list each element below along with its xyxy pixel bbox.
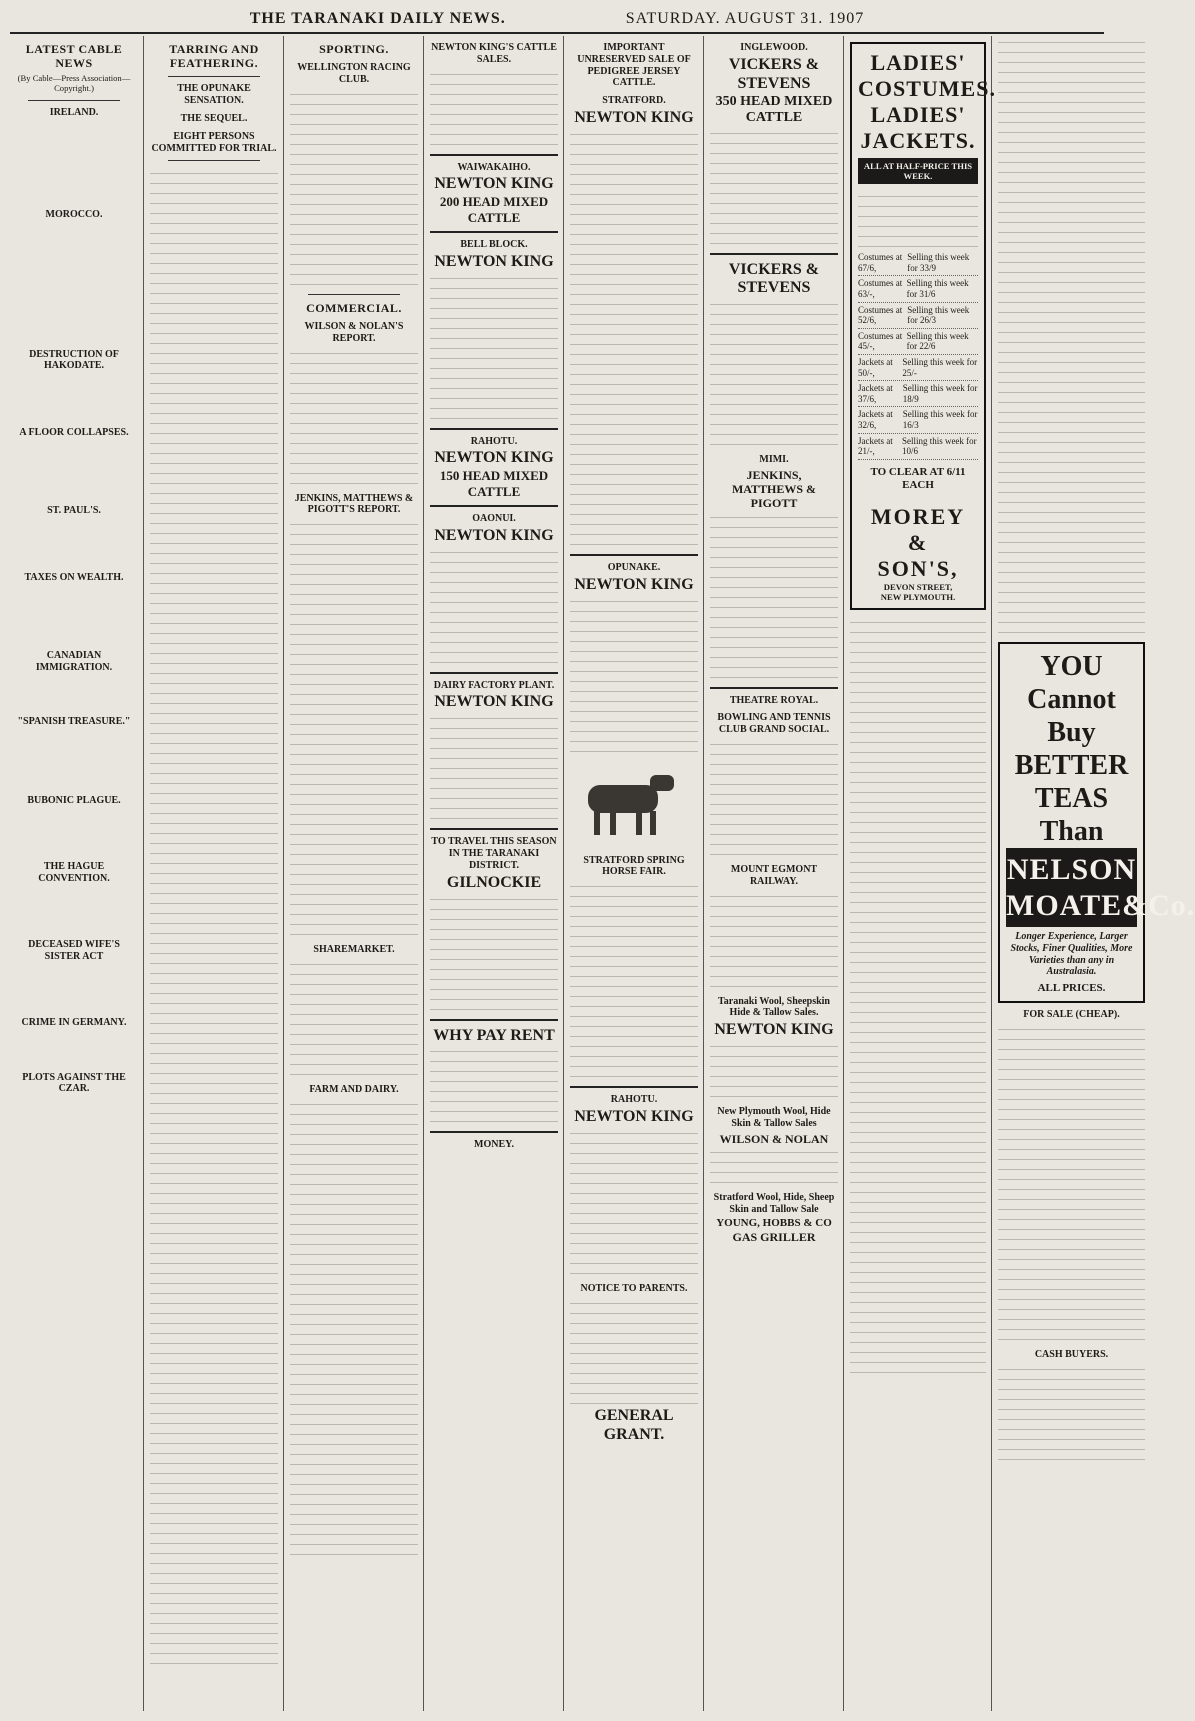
rent-ad-heading: WHY PAY RENT bbox=[433, 1026, 555, 1044]
issue-date: SATURDAY. AUGUST 31. 1907 bbox=[625, 10, 865, 27]
article-title: SPORTING. bbox=[319, 42, 389, 56]
price-row: Costumes at 63/-, Selling this week for 31/6 bbox=[858, 276, 978, 302]
newspaper-title: THE TARANAKI DAILY NEWS. bbox=[249, 10, 506, 27]
nelson-moate-tea-ad bbox=[998, 642, 1195, 1003]
auctioneer-name: NEWTON KING bbox=[434, 526, 554, 544]
headline: CANADIAN IMMIGRATION. bbox=[35, 650, 113, 673]
ad-line: BETTER bbox=[1014, 750, 1129, 782]
headline: IRELAND. bbox=[49, 106, 99, 118]
ad-heading: IMPORTANT UNRESERVED SALE OF PEDIGREE JERSEY CATTLE. bbox=[577, 42, 691, 89]
price-row: Costumes at 45/-, Selling this week for 22/6 bbox=[858, 329, 978, 355]
ad-place: RAHOTU. bbox=[470, 435, 518, 447]
horse-illustration bbox=[570, 761, 690, 841]
ad-heading: THEATRE ROYAL. bbox=[729, 694, 819, 706]
ad-heading: DAIRY FACTORY PLANT. bbox=[433, 679, 555, 691]
column-6 bbox=[710, 36, 844, 1711]
article-subtitle: WILSON & NOLAN'S REPORT. bbox=[304, 320, 404, 344]
headline: PLOTS AGAINST THE CZAR. bbox=[22, 1071, 126, 1095]
auctioneer-name: VICKERS & STEVENS bbox=[728, 55, 820, 92]
auctioneer-name: NEWTON KING bbox=[574, 575, 694, 593]
cattle-lot: 200 HEAD MIXED CATTLE bbox=[439, 194, 549, 225]
column-1 bbox=[10, 36, 144, 1711]
ad-place: OAONUI. bbox=[472, 512, 516, 524]
ad-place: STRATFORD. bbox=[602, 95, 666, 107]
column-8 bbox=[998, 36, 1195, 1711]
column-4 bbox=[430, 36, 564, 1711]
headline: "SPANISH TREASURE." bbox=[17, 716, 131, 728]
headline: BUBONIC PLAGUE. bbox=[27, 794, 121, 806]
ad-line: TEAS bbox=[1034, 783, 1109, 815]
ad-footer: ALL PRICES. bbox=[1037, 982, 1106, 995]
ad-place: WAIWAKAIHO. bbox=[457, 161, 531, 173]
auctioneer-name: NEWTON KING bbox=[434, 449, 554, 467]
auctioneer-name: NEWTON KING bbox=[434, 693, 554, 711]
auctioneer-name: NEWTON KING bbox=[574, 1108, 694, 1126]
auctioneer-name: YOUNG, HOBBS & CO bbox=[716, 1217, 832, 1230]
article-subtitle: WELLINGTON RACING CLUB. bbox=[297, 62, 411, 85]
store-name: MOREY bbox=[870, 503, 966, 529]
ad-tagline: Longer Experience, Larger Stocks, Finer Qualities, More Varieties than any in Australasia. bbox=[1010, 930, 1133, 978]
ad-heading: NOTICE TO PARENTS. bbox=[580, 1282, 688, 1294]
price-list bbox=[858, 250, 978, 460]
price-row: Costumes at 52/6, Selling this week for 26/3 bbox=[858, 303, 978, 329]
ladies-costumes-ad bbox=[850, 42, 996, 610]
product-name: GAS GRILLER bbox=[732, 1230, 816, 1245]
ad-heading: NEWTON KING'S CATTLE SALES. bbox=[431, 42, 557, 65]
ad-place: BELL BLOCK. bbox=[460, 238, 528, 250]
store-town: NEW PLYMOUTH. bbox=[880, 591, 956, 602]
ad-line: Cannot bbox=[1027, 684, 1116, 716]
ad-place: RAHOTU. bbox=[610, 1094, 658, 1106]
article-subtitle: SHAREMARKET. bbox=[313, 944, 395, 956]
price-row: Jackets at 21/-, Selling this week for 10/6 bbox=[858, 434, 978, 460]
ad-heading: FOR SALE (CHEAP). bbox=[1023, 1009, 1120, 1021]
article-subtitle: FARM AND DAIRY. bbox=[309, 1083, 399, 1095]
price-row: Jackets at 37/6, Selling this week for 18/9 bbox=[858, 381, 978, 407]
cattle-lot: 350 HEAD MIXED CATTLE bbox=[715, 93, 833, 126]
auctioneer-name: WILSON & NOLAN bbox=[719, 1131, 829, 1146]
column-2 bbox=[150, 36, 284, 1711]
article-deck: EIGHT PERSONS COMMITTED FOR TRIAL. bbox=[151, 130, 277, 154]
brand-name: NELSON MOATE&Co. bbox=[1006, 848, 1137, 927]
ad-heading: TO TRAVEL THIS SEASON IN THE TARANAKI DISTRICT. bbox=[431, 836, 557, 871]
ad-heading: New Plymouth Wool, Hide Skin & Tallow Sales bbox=[717, 1106, 831, 1129]
column-3 bbox=[290, 36, 424, 1711]
price-row: Jackets at 32/6, Selling this week for 16/3 bbox=[858, 407, 978, 433]
store-name-sons: SON'S, bbox=[877, 555, 959, 581]
headline: DECEASED WIFE'S SISTER ACT bbox=[28, 939, 120, 962]
article-title: TARRING AND FEATHERING. bbox=[169, 42, 259, 71]
ad-strapline: ALL AT HALF-PRICE THIS WEEK. bbox=[858, 158, 978, 184]
stallion-name: GILNOCKIE bbox=[446, 873, 542, 891]
ad-heading: Taranaki Wool, Sheepskin Hide & Tallow Sales. bbox=[718, 995, 830, 1019]
ad-heading: STRATFORD SPRING HORSE FAIR. bbox=[583, 854, 685, 878]
auctioneer-name: NEWTON KING bbox=[714, 1021, 834, 1039]
article-title: COMMERCIAL. bbox=[306, 300, 402, 315]
store-name-amp: & bbox=[907, 529, 929, 555]
section-subheading: (By Cable—Press Association—Copyright.) bbox=[17, 73, 131, 94]
ad-line: Buy bbox=[1047, 717, 1096, 749]
stallion-name: GENERAL GRANT. bbox=[594, 1406, 674, 1443]
section-heading: LATEST CABLE NEWS bbox=[25, 42, 123, 71]
auctioneer-name: NEWTON KING bbox=[574, 108, 694, 126]
ad-line: Than bbox=[1039, 816, 1104, 848]
ad-place: OPUNAKE. bbox=[607, 561, 661, 573]
ad-place: INGLEWOOD. bbox=[740, 42, 808, 53]
price-row: Costumes at 67/6, Selling this week for 33/9 bbox=[858, 250, 978, 276]
masthead bbox=[10, 6, 1104, 34]
article-subtitle: THE OPUNAKE SENSATION. bbox=[177, 83, 251, 107]
article-section: THE SEQUEL. bbox=[180, 112, 248, 124]
store-street: DEVON STREET, bbox=[883, 581, 953, 592]
headline: CRIME IN GERMANY. bbox=[21, 1017, 127, 1029]
headline: TAXES ON WEALTH. bbox=[24, 571, 124, 583]
columns bbox=[10, 36, 1195, 1711]
ad-place: MIMI. bbox=[759, 454, 789, 466]
article-subtitle: JENKINS, MATTHEWS & PIGOTT'S REPORT. bbox=[294, 492, 414, 516]
auctioneer-name: VICKERS & STEVENS bbox=[728, 260, 820, 297]
headline: DESTRUCTION OF HAKODATE. bbox=[29, 348, 119, 372]
ad-headline: LADIES' COSTUMES. LADIES' JACKETS. bbox=[858, 50, 996, 153]
headline: MOROCCO. bbox=[45, 209, 103, 221]
ad-heading: Stratford Wool, Hide, Sheep Skin and Tallow Sale bbox=[713, 1191, 835, 1215]
headline: A FLOOR COLLAPSES. bbox=[19, 426, 129, 438]
article-body bbox=[150, 167, 278, 1667]
ad-line: YOU bbox=[1040, 651, 1103, 682]
ad-heading: BOWLING AND TENNIS CLUB GRAND SOCIAL. bbox=[717, 712, 831, 736]
auctioneer-name: JENKINS, MATTHEWS & PIGOTT bbox=[731, 468, 817, 511]
cattle-lot: 150 HEAD MIXED CATTLE bbox=[439, 468, 549, 499]
column-7 bbox=[850, 36, 996, 1711]
ad-heading: CASH BUYERS. bbox=[1034, 1348, 1109, 1360]
headline: THE HAGUE CONVENTION. bbox=[38, 860, 110, 884]
ad-heading: MOUNT EGMONT RAILWAY. bbox=[730, 863, 818, 887]
ad-heading: MONEY. bbox=[474, 1139, 514, 1151]
auctioneer-name: NEWTON KING bbox=[434, 175, 554, 193]
price-row: Jackets at 50/-, Selling this week for 25/- bbox=[858, 355, 978, 381]
headline: ST. PAUL'S. bbox=[47, 505, 101, 517]
column-5 bbox=[570, 36, 704, 1711]
ad-clearance: TO CLEAR AT 6/11 EACH bbox=[870, 465, 966, 491]
auctioneer-name: NEWTON KING bbox=[434, 252, 554, 270]
